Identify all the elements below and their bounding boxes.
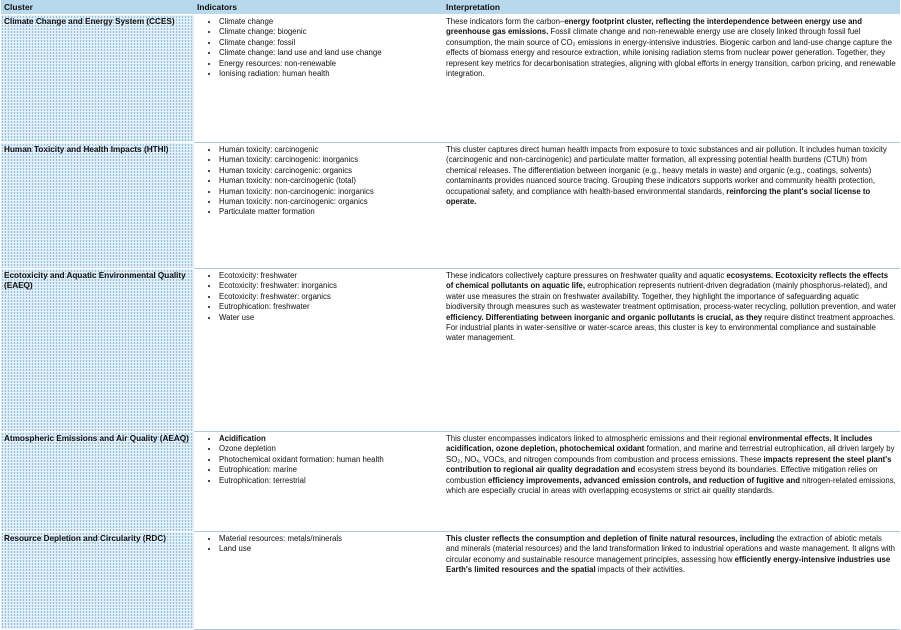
indicator-item: • Particulate matter formation [219, 207, 440, 217]
interpretation-text: ecosystem stress beyond its boundaries. Effective mitigation relies on combustion [446, 465, 878, 485]
interpretation-text: formation, and marine and terrestrial eutrophication, all driven largely by SO₂, NOₓ, VOCs, and nitrogen compounds from combustion and process emissions. These [446, 444, 895, 464]
indicator-list [197, 434, 440, 486]
header-interpretation: Interpretation [443, 0, 900, 15]
interpretation-bold-text: ecosystems. Ecotoxicity reflects the effects of chemical pollutants on aquatic life, [446, 271, 889, 291]
interpretation-text: eutrophication represents nutrient-driven degradation (mainly phosphorus-related), and water use measures the strain on freshwater availability. Together, they highlight the importance of safeguarding aquatic biodiversity through measures such as wastewater treatment optimisation, process-water recycling, pollution prevention, and water [446, 281, 897, 312]
interpretation-text: This cluster captures direct human health impacts from exposure to toxic substances and air pollution. It includes human toxicity (carcinogenic and non-carcinogenic) and particulate matter formation, all expressing potential health burdens (CTUh) from chemical releases. The differentiation between inorganic (e.g., heavy metals in waste) and organic (e.g., coatings, solvents) contaminants provides nuanced source tracing. Grouping these indicators supports worker and community health protection, occupational safety, and compliance with health-based environmental standards, [446, 145, 887, 196]
interpretation-bold-text: energy footprint cluster, reflecting the interdependence between energy use and greenhouse gas emissions. [446, 17, 862, 37]
interpretation-bold-text: reinforcing the plant's social license to operate. [446, 186, 871, 207]
interpretation-bold-text: efficiency. Differentiating between inorganic and organic pollutants is crucial, as they [446, 312, 763, 322]
indicator-cell [194, 532, 443, 630]
table-row [1, 532, 900, 630]
indicator-list [197, 271, 440, 323]
indicator-item: • Ionising radiation: human health [219, 69, 440, 79]
interpretation-text: These indicators form the carbon– [446, 17, 565, 26]
cluster-name: Atmospheric Emissions and Air Quality (AEAQ) [1, 432, 194, 532]
indicator-item: • Eutrophication: terrestrial [219, 476, 440, 486]
indicator-item: • Ecotoxicity: freshwater: inorganics [219, 281, 440, 291]
interpretation-text: the extraction of abiotic metals and minerals (material resources) and the land transformation linked to industrial operations and waste management. It aligns with circular economy and sustainable resource management principles, assessing how [446, 534, 895, 564]
interpretation-bold-text: environmental effects. It includes acidification, ozone depletion, photochemical oxidant [446, 434, 873, 454]
interpretation-bold-text: impacts represent the steel plant's contribution to regional air quality degradation and [446, 454, 892, 475]
table-row [1, 269, 900, 432]
indicator-item: • Human toxicity: non-carcinogenic: organics [219, 197, 440, 207]
table-row [1, 15, 900, 143]
indicator-cell [194, 432, 443, 532]
indicator-list [197, 145, 440, 218]
table-body [1, 15, 900, 630]
cluster-name: Human Toxicity and Health Impacts (HTHI) [1, 143, 194, 269]
header-indicators: Indicators [194, 0, 443, 15]
indicator-item: • Energy resources: non-renewable [219, 59, 440, 69]
interpretation-cell [443, 15, 900, 143]
interpretation-cell [443, 269, 900, 432]
cluster-name: Climate Change and Energy System (CCES) [1, 15, 194, 143]
indicator-item: • Climate change: fossil [219, 38, 440, 48]
indicator-item: • Human toxicity: carcinogenic: inorganics [219, 155, 440, 165]
table-row [1, 143, 900, 269]
cluster-name: Ecotoxicity and Aquatic Environmental Quality (EAEQ) [1, 269, 194, 432]
interpretation-text: Fossil climate change and non-renewable energy use are closely linked through fossil fuel consumption, the main source of CO₂ emissions in energy-intensive industries. Biogenic carbon and land-use change capture the effects of biomass energy and resource extraction, while ionising radiation stems from nuclear power generation. Together, they represent key metrics for decarbonisation strategies, aligning with global efforts in energy transition, carbon pricing, and renewable integration. [446, 27, 896, 79]
indicator-item: • Climate change [219, 17, 440, 27]
indicator-item: • Human toxicity: carcinogenic [219, 145, 440, 155]
indicator-item: • Ozone depletion [219, 444, 440, 454]
cluster-name: Resource Depletion and Circularity (RDC) [1, 532, 194, 630]
interpretation-cell [443, 532, 900, 630]
indicator-item: • Eutrophication: freshwater [219, 302, 440, 312]
interpretation-text: This cluster encompasses indicators linked to atmospheric emissions and their regional [446, 434, 749, 443]
indicator-item: • Climate change: land use and land use change [219, 48, 440, 58]
interpretation-text: These indicators collectively capture pressures on freshwater quality and aquatic [446, 271, 727, 280]
indicator-item: • Water use [219, 313, 440, 323]
indicator-item: • Land use [219, 544, 440, 554]
interpretation-text: nitrogen-related emissions, which are especially crucial in areas with overlapping ecosystems or strict air quality standards. [446, 475, 896, 496]
indicator-item: • Human toxicity: non-carcinogenic: inorganics [219, 187, 440, 197]
indicator-item: • Human toxicity: non-carcinogenic (total) [219, 176, 440, 186]
interpretation-cell [443, 143, 900, 269]
table-header-row [1, 0, 900, 15]
indicator-item: • Photochemical oxidant formation: human health [219, 455, 440, 465]
header-cluster: Cluster [1, 0, 194, 15]
interpretation-cell [443, 432, 900, 532]
indicator-item: • Climate change: biogenic [219, 27, 440, 37]
interpretation-text: require distinct treatment approaches. For industrial plants in water-sensitive or water-scarce areas, this cluster is key to environmental compliance and sustainable water management. [446, 312, 896, 343]
indicator-item: • Acidification [219, 434, 440, 444]
indicator-cell [194, 15, 443, 143]
cluster-table [1, 0, 900, 630]
indicator-item: • Ecotoxicity: freshwater [219, 271, 440, 281]
table-row [1, 432, 900, 532]
interpretation-bold-text: This cluster reflects the consumption and depletion of finite natural resources, including [446, 534, 775, 543]
indicator-item: • Human toxicity: carcinogenic: organics [219, 166, 440, 176]
indicator-list [197, 534, 440, 555]
interpretation-bold-text: efficiently energy-intensive industries use Earth's limited resources and the spatial [446, 554, 891, 575]
interpretation-text: impacts of their activities. [595, 565, 685, 575]
indicator-item: • Ecotoxicity: freshwater: organics [219, 292, 440, 302]
indicator-item: • Eutrophication: marine [219, 465, 440, 475]
indicator-cell [194, 269, 443, 432]
indicator-item: • Material resources: metals/minerals [219, 534, 440, 544]
indicator-cell [194, 143, 443, 269]
interpretation-bold-text: efficiency improvements, advanced emission controls, and reduction of fugitive and [488, 475, 800, 485]
indicator-list [197, 17, 440, 79]
